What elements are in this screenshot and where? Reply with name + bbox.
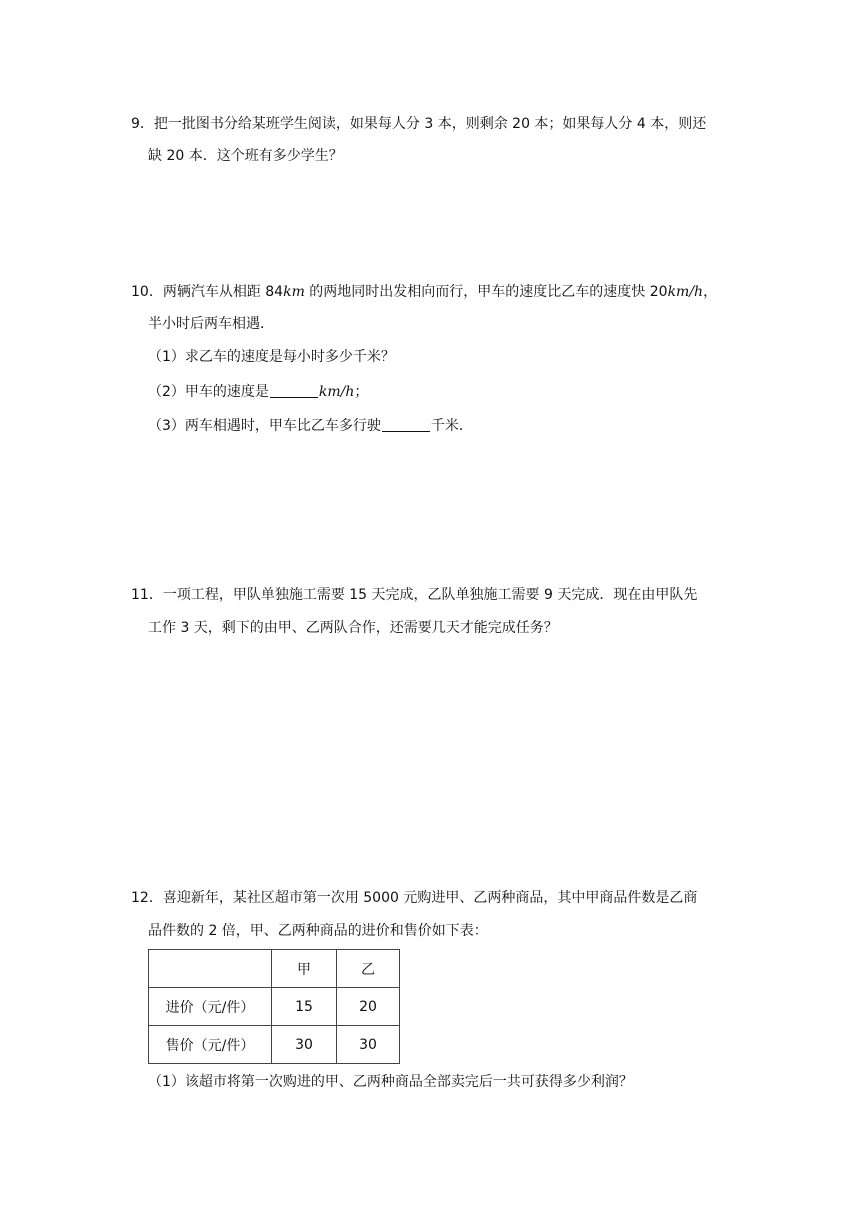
q10-sub-3-text-b: 千米．	[430, 418, 473, 434]
q11-line-1: 11．一项工程，甲队单独施工需要 15 天完成，乙队单独施工需要 9 天完成．现在由甲队先	[131, 587, 698, 603]
answer-blank[interactable]	[270, 383, 318, 398]
q10-line-1-text-b: 的两地同时出发相向而行，甲车的速度比乙车的速度快 20	[304, 284, 668, 300]
table-header-row	[149, 950, 400, 988]
q10-sub-3-text-a: （3）两车相遇时，甲车比乙车多行驶	[148, 418, 381, 434]
table-cell: 售价（元/件）	[149, 1026, 272, 1064]
q9-line-2: 缺 20 本．这个班有多少学生？	[148, 148, 343, 164]
q10-sub-2-text-a: （2）甲车的速度是	[148, 384, 269, 400]
q12-line-1: 12．喜迎新年，某社区超市第一次用 5000 元购进甲、乙两种商品，其中甲商品件数是乙商	[131, 890, 698, 906]
unit-km: km	[283, 284, 305, 300]
price-table	[148, 949, 400, 1064]
table-header-cell	[149, 950, 272, 988]
table-header-cell: 甲	[272, 950, 337, 988]
answer-blank[interactable]	[382, 417, 430, 432]
table-row	[149, 1026, 400, 1064]
q10-sub-2-text-b: ；	[354, 384, 369, 400]
q11-line-2: 工作 3 天，剩下的由甲、乙两队合作，还需要几天才能完成任务？	[148, 620, 558, 636]
q10-sub-1: （1）求乙车的速度是每小时多少千米？	[148, 349, 395, 365]
table-cell: 进价（元/件）	[149, 988, 272, 1026]
q10-sub-2	[148, 382, 368, 402]
q9-line-1: 9．把一批图书分给某班学生阅读，如果每人分 3 本，则剩余 20 本；如果每人分 4 本，则还	[131, 116, 707, 132]
table-cell: 20	[337, 988, 400, 1026]
table-cell: 30	[337, 1026, 400, 1064]
q10-line-1-text-c: ，	[703, 284, 718, 300]
q10-sub-3	[148, 416, 473, 436]
q10-line-2: 半小时后两车相遇．	[148, 316, 274, 332]
q12-line-2: 品件数的 2 倍，甲、乙两种商品的进价和售价如下表：	[148, 923, 488, 939]
q10-line-1-text-a: 10．两辆汽车从相距 84	[131, 284, 284, 300]
unit-km-per-h: km/h	[667, 284, 704, 300]
table-cell: 15	[272, 988, 337, 1026]
table-header-cell: 乙	[337, 950, 400, 988]
unit-km-per-h: km/h	[318, 384, 355, 400]
table-cell: 30	[272, 1026, 337, 1064]
q10-line-1	[131, 282, 717, 302]
table-row	[149, 988, 400, 1026]
q12-sub-1: （1）该超市将第一次购进的甲、乙两种商品全部卖完后一共可获得多少利润？	[148, 1074, 633, 1090]
